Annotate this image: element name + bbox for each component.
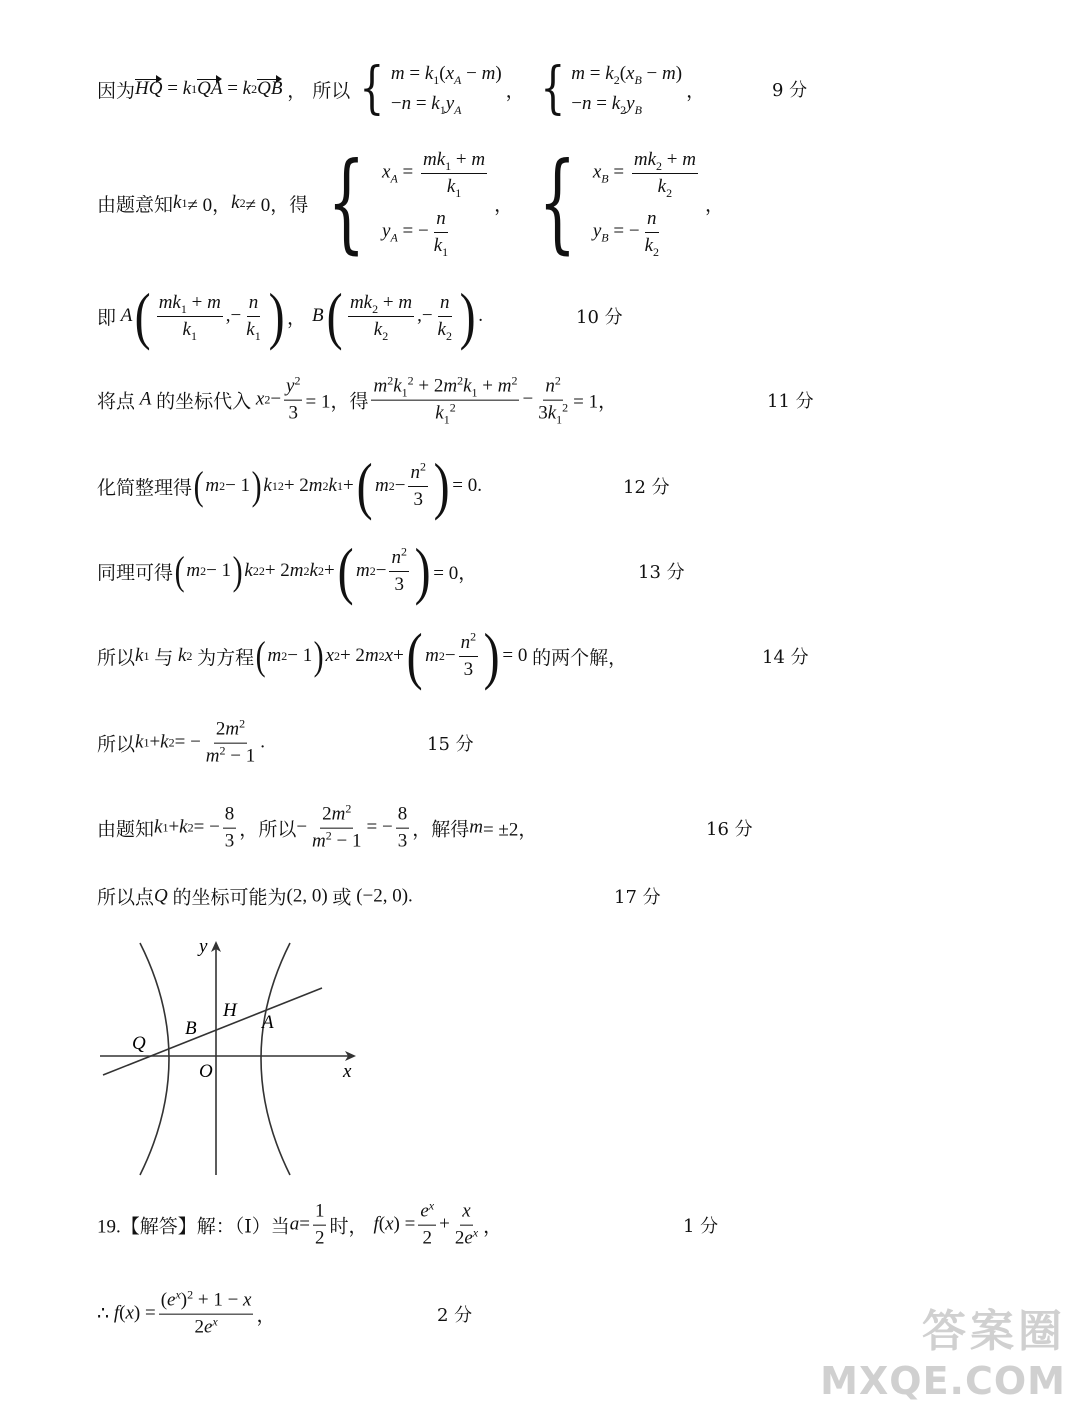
line-15 [0,620,1080,691]
line-9 [0,56,1080,121]
equation-system-A: { $m = k_1(x_A - m)$ $-n = k_1y_A$ [359,56,502,121]
score-label: 1 分 [683,1216,719,1237]
score-label: 13 分 [638,562,685,583]
line-18-content: 所以点 Q 的坐标可能为 (2, 0) 或 (−2, 0). [97,885,413,909]
solution-system-B: { $x_B$ = $\frac{mk_2 + m}{k_2}$ $y_B$ = − $\frac{n}{k_2}$ [538,140,696,265]
line-11-content: 即 A ( $\frac{mk_1 + m}{k_1}$ ,− $\frac{n}{k_1}$ ) ， B ( $\frac{mk_2 + m}{k_2}$ ,− $\frac{n}{k_2}$ ) . [97,280,484,351]
line-14 [0,535,1080,606]
hyperbola-figure [96,935,366,1180]
line-19 [0,1198,1080,1249]
label-B: B [185,1018,197,1039]
score-label: 14 分 [762,647,809,668]
score-label: 15 分 [427,734,474,755]
watermark-line-1: 答案圈 [922,1306,1066,1357]
line-15-content: 所以 k 1 与 k 2 为方程 ( m 2 − 1 ) x 2 + 2 m 2 x + ( m 2 − $\frac{n^2}{3}$ ) = 0 的两个解， [97,620,628,691]
line-17 [0,801,1080,852]
watermark-line-2: MXQE.COM [820,1359,1066,1403]
line-16-content: 所以 k 1 + k 2 = − $\frac{2m^2}{m^2 - 1}$ . [97,716,265,767]
line-12-content: 将点 A 的坐标代入 x 2 − $\frac{y^2}{3}$ = 1， 得 $\frac{m^2k_1^2 + 2m^2k_1 + m^2}{k_1^2}$ − $\frac{n^2}{3k_1^2}$ = 1， [97,373,618,427]
line-13 [0,450,1080,521]
line-17-content: 由题知 k 1 + k 2 = − $\frac{8}{3}$ ， 所以 − $\frac{2m^2}{m^2 - 1}$ = − $\frac{8}{3}$ ， 解得 m = ±2， [97,801,538,852]
line-18 [0,885,1080,909]
label-Q: Q [132,1033,146,1054]
score-label: 12 分 [623,477,670,498]
label-x: x [343,1061,352,1082]
line-12 [0,373,1080,427]
label-H: H [223,1000,237,1021]
score-label: 16 分 [706,819,753,840]
score-label: 10 分 [576,307,623,328]
line-10 [0,140,1080,265]
label-O: O [199,1061,213,1082]
score-label: 11 分 [767,391,814,412]
hyperbola-right-branch [261,943,290,1175]
score-label: 9 分 [772,80,808,101]
label-A: A [262,1012,274,1033]
line-20-content: ∴ f ( x ) = $\frac{(e^x)^2 + 1 - x}{2e^x}$ ， [97,1287,276,1338]
watermark-logo [820,1295,1066,1403]
line-14-content: 同理可得 ( m 2 − 1 ) k 2 2 + 2 m 2 k 2 + ( m 2 − $\frac{n^2}{3}$ ) = 0， [97,535,478,606]
line-19-content: 19.【解答】解：（Ⅰ）当 a = $\frac{1}{2}$ 时， f ( x ) = $\frac{e^x}{2}$ + $\frac{x}{2e^x}$ ， [97,1198,503,1249]
line-13-content: 化简整理得 ( m 2 − 1 ) k 1 2 + 2 m 2 k 1 + ( m 2 − $\frac{n^2}{3}$ ) = 0. [97,450,482,521]
score-label: 17 分 [614,887,661,908]
solution-system-A: { $x_A$ = $\frac{mk_1 + m}{k_1}$ $y_A$ = − $\frac{n}{k_1}$ [327,140,486,265]
label-y: y [199,936,208,957]
line-11 [0,280,1080,351]
line-16 [0,716,1080,767]
line-9-content: 因为 HQ = k 1 QA = k 2 QB ， 所以 { $m = k_1(x_A - m)$ $-n = k_1y_A$ ， { $m = k_2(x_B - m)$ $-n = k_2y_B$ ， [97,56,706,121]
score-label: 2 分 [437,1305,473,1326]
line-10-content: 由题意知 k 1 ≠ 0， k 2 ≠ 0， 得 { $x_A$ = $\frac{mk_1 + m}{k_1}$ $y_A$ = − $\frac{n}{k_1}$ ， { $x_B$ = $\frac{mk_2 + m}{k_2}$ $y_B$ = − $\frac{n}{k_2}$ ， [97,140,724,265]
equation-system-B: { $m = k_2(x_B - m)$ $-n = k_2y_B$ [540,56,683,121]
